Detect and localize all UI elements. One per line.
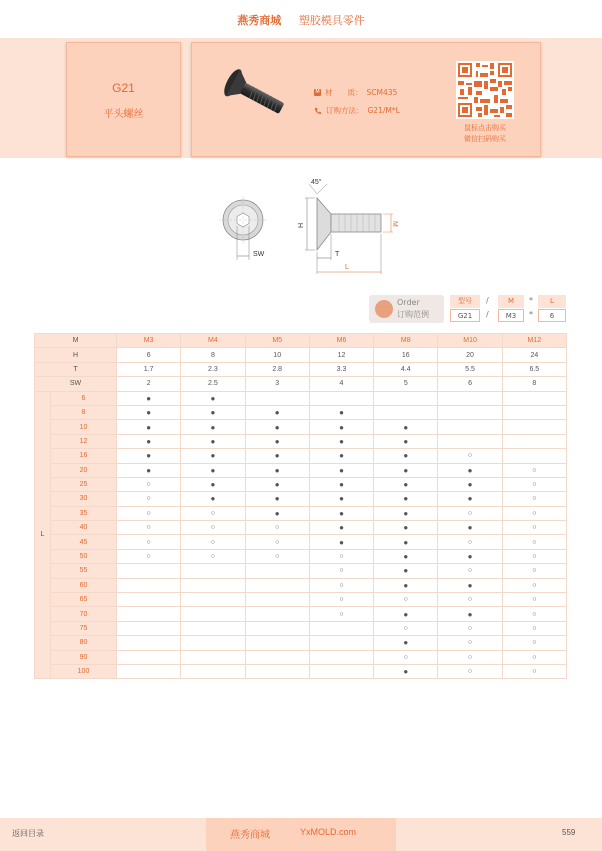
availability-cell: ○ — [117, 477, 181, 491]
availability-cell — [309, 636, 373, 650]
availability-cell: ○ — [309, 578, 373, 592]
availability-cell: ● — [438, 477, 502, 491]
availability-cell: ○ — [502, 477, 566, 491]
availability-cell: ● — [374, 549, 438, 563]
availability-cell: ● — [117, 463, 181, 477]
table-row — [35, 650, 567, 664]
footer-brand[interactable]: 燕秀商城 — [230, 830, 270, 841]
param-value-cell: 6 — [438, 377, 502, 391]
availability-cell — [117, 607, 181, 621]
availability-cell: ○ — [117, 549, 181, 563]
availability-cell — [374, 405, 438, 419]
availability-cell: ● — [309, 434, 373, 448]
availability-cell — [117, 578, 181, 592]
availability-cell: ● — [117, 405, 181, 419]
param-label-cell: H — [35, 348, 117, 362]
table-row — [35, 449, 567, 463]
availability-cell: ○ — [309, 549, 373, 563]
label-sw: SW — [253, 251, 265, 258]
length-cell: 60 — [51, 578, 117, 592]
availability-cell: ○ — [502, 621, 566, 635]
availability-cell: ● — [374, 607, 438, 621]
material-spec — [314, 87, 397, 98]
availability-cell: ● — [245, 477, 309, 491]
availability-cell: ● — [309, 477, 373, 491]
size-header-cell: M8 — [374, 334, 438, 348]
availability-cell: ○ — [117, 521, 181, 535]
availability-cell — [438, 420, 502, 434]
availability-cell: ● — [181, 463, 245, 477]
availability-cell — [245, 607, 309, 621]
availability-cell — [181, 607, 245, 621]
availability-cell: ○ — [502, 463, 566, 477]
availability-cell: ○ — [438, 506, 502, 520]
length-cell: 65 — [51, 593, 117, 607]
availability-cell: ○ — [502, 664, 566, 678]
param-value-cell: 16 — [374, 348, 438, 362]
availability-cell: ● — [117, 449, 181, 463]
length-cell: 25 — [51, 477, 117, 491]
availability-cell: ● — [309, 420, 373, 434]
order-method-spec — [314, 105, 400, 116]
order-example-badge — [369, 295, 444, 323]
order-head-model: 型号 — [450, 295, 480, 308]
availability-cell: ● — [181, 434, 245, 448]
availability-cell: ○ — [245, 521, 309, 535]
availability-cell: ● — [309, 535, 373, 549]
param-value-cell: 2.3 — [181, 362, 245, 376]
availability-cell — [502, 449, 566, 463]
availability-cell: ● — [309, 463, 373, 477]
availability-cell — [438, 391, 502, 405]
param-value-cell: 2.8 — [245, 362, 309, 376]
order-sep-2: * — [529, 296, 533, 305]
availability-cell — [502, 434, 566, 448]
back-to-toc-link[interactable]: 返回目录 — [12, 829, 44, 838]
availability-cell — [438, 434, 502, 448]
availability-cell: ● — [309, 449, 373, 463]
availability-cell: ○ — [309, 607, 373, 621]
availability-cell: ○ — [502, 521, 566, 535]
phone-icon — [314, 107, 322, 115]
table-row — [35, 391, 567, 405]
availability-cell: ○ — [309, 593, 373, 607]
screw-side-view — [305, 184, 393, 274]
param-value-cell: 6.5 — [502, 362, 566, 376]
availability-cell: ○ — [117, 506, 181, 520]
param-row — [35, 362, 567, 376]
param-value-cell: 8 — [181, 348, 245, 362]
availability-cell: ● — [181, 477, 245, 491]
availability-cell: ○ — [502, 564, 566, 578]
qr-caption-scan: 微信扫码购买 — [464, 135, 506, 143]
availability-cell — [309, 650, 373, 664]
length-cell: 8 — [51, 405, 117, 419]
length-cell: 30 — [51, 492, 117, 506]
page-header-title — [0, 12, 602, 28]
order-head-l: L — [538, 295, 566, 308]
order-sep-4: * — [529, 310, 533, 319]
availability-cell: ● — [374, 434, 438, 448]
availability-cell — [181, 621, 245, 635]
availability-cell — [245, 564, 309, 578]
length-cell: 70 — [51, 607, 117, 621]
availability-cell: ● — [245, 449, 309, 463]
size-header-cell: M6 — [309, 334, 373, 348]
availability-cell: ● — [374, 506, 438, 520]
availability-cell: ○ — [245, 549, 309, 563]
param-value-cell: 5 — [374, 377, 438, 391]
availability-cell — [309, 621, 373, 635]
availability-cell: ● — [374, 664, 438, 678]
order-method-label: 订购方法： — [326, 106, 364, 115]
table-row — [35, 405, 567, 419]
availability-cell — [181, 664, 245, 678]
table-header-row — [35, 334, 567, 348]
availability-cell — [181, 593, 245, 607]
size-header-cell: M10 — [438, 334, 502, 348]
l-group-cell: L — [35, 391, 51, 679]
param-value-cell: 20 — [438, 348, 502, 362]
availability-cell — [245, 664, 309, 678]
availability-cell: ○ — [181, 549, 245, 563]
length-cell: 75 — [51, 621, 117, 635]
order-head-m: M — [498, 295, 524, 308]
label-m: M — [391, 221, 398, 227]
availability-cell: ● — [374, 521, 438, 535]
availability-cell: ● — [438, 492, 502, 506]
screw-photo — [216, 65, 296, 125]
availability-cell — [502, 420, 566, 434]
param-value-cell: 4 — [309, 377, 373, 391]
availability-cell: ○ — [117, 492, 181, 506]
table-row — [35, 621, 567, 635]
order-val-l: 6 — [538, 309, 566, 322]
m-header-cell: M — [35, 334, 117, 348]
table-row — [35, 664, 567, 678]
availability-cell — [117, 564, 181, 578]
availability-cell — [245, 593, 309, 607]
availability-cell — [438, 405, 502, 419]
availability-cell: ○ — [438, 593, 502, 607]
availability-cell: ○ — [438, 449, 502, 463]
order-val-model: G21 — [450, 309, 480, 322]
availability-cell: ● — [245, 434, 309, 448]
length-cell: 16 — [51, 449, 117, 463]
availability-cell: ● — [438, 578, 502, 592]
availability-cell: ○ — [438, 621, 502, 635]
length-cell: 6 — [51, 391, 117, 405]
availability-cell: ○ — [502, 578, 566, 592]
param-row — [35, 348, 567, 362]
length-cell: 55 — [51, 564, 117, 578]
param-value-cell: 24 — [502, 348, 566, 362]
technical-drawing — [215, 176, 405, 276]
spec-table — [34, 333, 567, 679]
availability-cell — [117, 593, 181, 607]
product-title-card — [66, 42, 181, 157]
availability-cell — [245, 636, 309, 650]
order-sep-1: / — [486, 296, 489, 305]
length-cell: 80 — [51, 636, 117, 650]
availability-cell: ● — [245, 463, 309, 477]
availability-cell: ● — [309, 405, 373, 419]
table-row — [35, 578, 567, 592]
availability-cell: ● — [181, 391, 245, 405]
table-row — [35, 607, 567, 621]
param-value-cell: 4.4 — [374, 362, 438, 376]
label-t: T — [335, 251, 340, 258]
availability-cell: ● — [438, 521, 502, 535]
param-row — [35, 377, 567, 391]
availability-cell: ○ — [502, 607, 566, 621]
length-cell: 40 — [51, 521, 117, 535]
availability-cell: ● — [374, 535, 438, 549]
availability-cell — [245, 578, 309, 592]
length-cell: 10 — [51, 420, 117, 434]
material-icon: M — [315, 89, 320, 95]
availability-cell: ● — [374, 449, 438, 463]
length-cell: 12 — [51, 434, 117, 448]
availability-cell: ○ — [181, 506, 245, 520]
availability-cell: ○ — [502, 535, 566, 549]
availability-cell: ● — [181, 492, 245, 506]
availability-cell: ● — [374, 636, 438, 650]
availability-cell: ○ — [502, 650, 566, 664]
availability-cell — [117, 636, 181, 650]
availability-cell: ○ — [502, 492, 566, 506]
availability-cell — [181, 578, 245, 592]
page-number: 559 — [562, 828, 576, 837]
length-cell: 20 — [51, 463, 117, 477]
param-value-cell: 2 — [117, 377, 181, 391]
availability-cell: ○ — [374, 593, 438, 607]
size-header-cell: M3 — [117, 334, 181, 348]
availability-cell: ● — [181, 420, 245, 434]
order-val-m: M3 — [498, 309, 524, 322]
table-row — [35, 477, 567, 491]
header-brand[interactable]: 燕秀商城 — [237, 14, 282, 27]
availability-cell: ○ — [438, 650, 502, 664]
availability-cell: ○ — [117, 535, 181, 549]
availability-cell: ○ — [181, 535, 245, 549]
table-row — [35, 492, 567, 506]
length-cell: 90 — [51, 650, 117, 664]
availability-cell — [309, 391, 373, 405]
availability-cell — [245, 650, 309, 664]
table-row — [35, 564, 567, 578]
label-h: H — [298, 222, 305, 228]
availability-cell: ● — [309, 492, 373, 506]
availability-cell: ● — [309, 521, 373, 535]
footer-url-link[interactable]: YxMOLD.com — [300, 827, 357, 837]
availability-cell — [309, 664, 373, 678]
availability-cell — [181, 650, 245, 664]
table-row — [35, 463, 567, 477]
size-header-cell: M5 — [245, 334, 309, 348]
table-row — [35, 549, 567, 563]
param-value-cell: 10 — [245, 348, 309, 362]
size-header-cell: M12 — [502, 334, 566, 348]
label-angle: 45° — [311, 179, 322, 186]
table-row — [35, 420, 567, 434]
length-cell: 100 — [51, 664, 117, 678]
availability-cell — [374, 391, 438, 405]
length-cell: 50 — [51, 549, 117, 563]
param-label-cell: SW — [35, 377, 117, 391]
label-l: L — [345, 264, 349, 271]
availability-cell: ○ — [181, 521, 245, 535]
qr-caption-click[interactable]: 鼠标点击购买 — [464, 124, 506, 132]
availability-cell: ○ — [502, 506, 566, 520]
availability-cell — [502, 405, 566, 419]
availability-cell: ● — [374, 492, 438, 506]
availability-cell: ● — [117, 391, 181, 405]
product-code: G21 — [112, 81, 135, 95]
availability-cell: ○ — [502, 636, 566, 650]
availability-cell: ● — [117, 434, 181, 448]
header-subtitle[interactable]: 塑胶模具零件 — [298, 14, 365, 27]
availability-cell: ○ — [502, 549, 566, 563]
availability-cell: ● — [438, 607, 502, 621]
table-row — [35, 506, 567, 520]
product-info-card — [191, 42, 541, 157]
param-label-cell: T — [35, 362, 117, 376]
availability-cell: ○ — [438, 636, 502, 650]
availability-cell: ○ — [438, 535, 502, 549]
param-value-cell: 1.7 — [117, 362, 181, 376]
availability-cell: ● — [245, 492, 309, 506]
availability-cell: ● — [245, 420, 309, 434]
order-method-value: G21/M*L — [367, 106, 400, 115]
table-row — [35, 593, 567, 607]
material-label: 材 质： — [325, 88, 363, 97]
length-cell: 45 — [51, 535, 117, 549]
availability-cell: ● — [374, 420, 438, 434]
availability-cell: ○ — [438, 564, 502, 578]
hand-pointer-icon — [375, 300, 393, 318]
param-value-cell: 8 — [502, 377, 566, 391]
availability-cell: ● — [438, 463, 502, 477]
table-row — [35, 535, 567, 549]
table-row — [35, 434, 567, 448]
size-header-cell: M4 — [181, 334, 245, 348]
availability-cell: ● — [374, 578, 438, 592]
order-title-cn: 订购范例 — [397, 310, 429, 319]
table-row — [35, 636, 567, 650]
availability-cell: ● — [181, 449, 245, 463]
length-cell: 35 — [51, 506, 117, 520]
availability-cell — [117, 664, 181, 678]
table-row — [35, 521, 567, 535]
availability-cell: ○ — [374, 650, 438, 664]
availability-cell: ● — [374, 463, 438, 477]
availability-cell: ● — [245, 506, 309, 520]
availability-cell — [245, 621, 309, 635]
availability-cell: ● — [181, 405, 245, 419]
availability-cell — [181, 564, 245, 578]
availability-cell: ● — [374, 564, 438, 578]
order-sep-3: / — [486, 310, 489, 319]
param-value-cell: 5.5 — [438, 362, 502, 376]
param-value-cell: 3.3 — [309, 362, 373, 376]
availability-cell: ○ — [245, 535, 309, 549]
availability-cell: ○ — [374, 621, 438, 635]
availability-cell — [181, 636, 245, 650]
availability-cell — [245, 391, 309, 405]
product-name: 平头螺丝 — [103, 109, 144, 120]
param-value-cell: 2.5 — [181, 377, 245, 391]
availability-cell: ○ — [309, 564, 373, 578]
param-value-cell: 6 — [117, 348, 181, 362]
availability-cell — [117, 650, 181, 664]
availability-cell: ● — [309, 506, 373, 520]
availability-cell: ● — [374, 477, 438, 491]
availability-cell: ○ — [438, 664, 502, 678]
availability-cell: ● — [438, 549, 502, 563]
availability-cell: ● — [245, 405, 309, 419]
availability-cell: ○ — [502, 593, 566, 607]
param-value-cell: 12 — [309, 348, 373, 362]
availability-cell: ● — [117, 420, 181, 434]
availability-cell — [502, 391, 566, 405]
availability-cell — [117, 621, 181, 635]
qr-code-icon[interactable] — [456, 61, 514, 119]
material-value: SCM435 — [366, 88, 398, 97]
param-value-cell: 3 — [245, 377, 309, 391]
order-title-en: Order — [397, 298, 420, 307]
